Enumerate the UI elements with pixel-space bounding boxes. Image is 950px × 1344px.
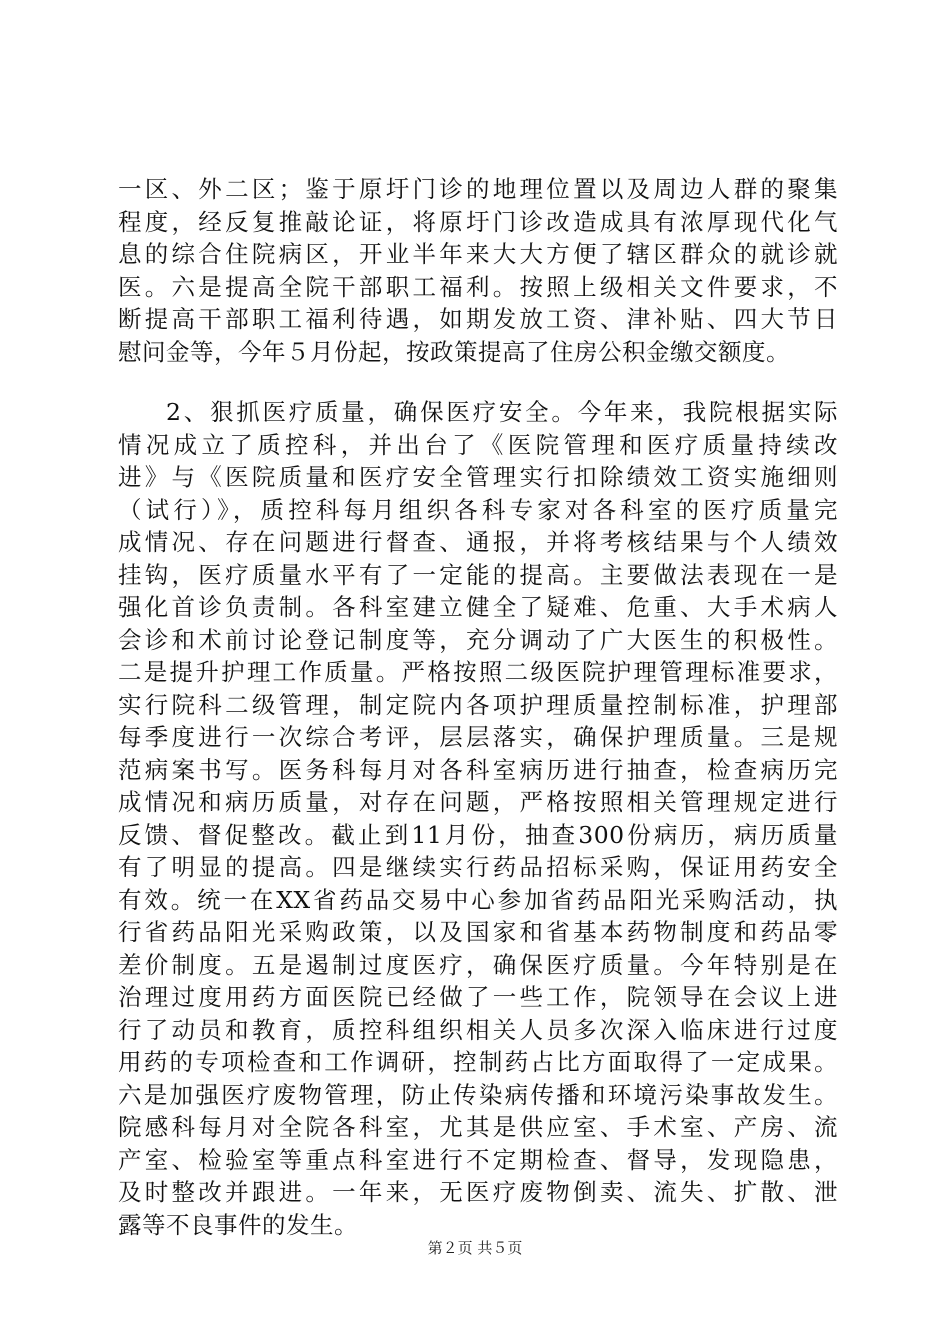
paragraph-line: 情况成立了质控科，并出台了《医院管理和医疗质量持续改 [118, 430, 838, 459]
paragraph-line: 六是加强医疗废物管理，防止传染病传播和环境污染事故发生。 [118, 1080, 838, 1109]
paragraph-line: 有效。统一在XX省药品交易中心参加省药品阳光采购活动，执 [118, 885, 838, 914]
paragraph-line: 息的综合住院病区，开业半年来大大方便了辖区群众的就诊就 [118, 240, 838, 268]
paragraph-line: 行了动员和教育，质控科组织相关人员多次深入临床进行过度 [118, 1015, 838, 1044]
paragraph-line: 有了明显的提高。四是继续实行药品招标采购，保证用药安全 [118, 853, 838, 881]
paragraph-line: 进》与《医院质量和医疗安全管理实行扣除绩效工资实施细则 [118, 463, 838, 491]
paragraph-line: 程度，经反复推敲论证，将原圩门诊改造成具有浓厚现代化气 [118, 207, 838, 236]
paragraph-line: 范病案书写。医务科每月对各科室病历进行抽查，检查病历完 [118, 755, 838, 784]
paragraph-line: 二是提升护理工作质量。严格按照二级医院护理管理标准要求， [118, 658, 838, 686]
paragraph-line: 会诊和术前讨论登记制度等，充分调动了广大医生的积极性。 [118, 625, 838, 654]
paragraph-line: 每季度进行一次综合考评，层层落实，确保护理质量。三是规 [118, 723, 838, 751]
paragraph-line: 成情况、存在问题进行督查、通报，并将考核结果与个人绩效 [118, 528, 838, 556]
paragraph-line: 行省药品阳光采购政策，以及国家和省基本药物制度和药品零 [118, 918, 838, 946]
paragraph-hospital-improvements [118, 173, 838, 368]
paragraph-line: （试行）》，质控科每月组织各科专家对各科室的医疗质量完 [118, 495, 838, 524]
paragraph-line: 产室、检验室等重点科室进行不定期检查、督导，发现隐患， [118, 1145, 838, 1174]
paragraph-line: 差价制度。五是遏制过度医疗，确保医疗质量。今年特别是在 [118, 950, 838, 979]
paragraph-line: 慰问金等，今年５月份起，按政策提高了住房公积金缴交额度。 [118, 337, 790, 366]
paragraph-line: 2、狠抓医疗质量，确保医疗安全。今年来，我院根据实际 [166, 398, 838, 426]
paragraph-line: 挂钩，医疗质量水平有了一定能的提高。主要做法表现在一是 [118, 560, 838, 589]
paragraph-line: 及时整改并跟进。一年来，无医疗废物倒卖、流失、扩散、泄 [118, 1178, 838, 1206]
paragraph-line: 断提高干部职工福利待遇，如期发放工资、津补贴、四大节日 [118, 305, 838, 333]
page-number: 第２页 共５页 [427, 1239, 523, 1257]
paragraph-line: 成情况和病历质量，对存在问题，严格按照相关管理规定进行 [118, 788, 838, 816]
paragraph-line: 强化首诊负责制。各科室建立健全了疑难、危重、大手术病人 [118, 593, 838, 621]
paragraph-line: 院感科每月对全院各科室，尤其是供应室、手术室、产房、流 [118, 1113, 838, 1141]
paragraph-line: 治理过度用药方面医院已经做了一些工作，院领导在会议上进 [118, 983, 838, 1011]
paragraph-line: 医。六是提高全院干部职工福利。按照上级相关文件要求，不 [118, 272, 838, 301]
paragraph-line: 露等不良事件的发生。 [118, 1210, 358, 1239]
paragraph-line: 反馈、督促整改。截止到11月份，抽查300份病历，病历质量 [118, 820, 838, 849]
paragraph-line: 实行院科二级管理，制定院内各项护理质量控制标准，护理部 [118, 690, 838, 719]
paragraph-line: 一区、外二区；鉴于原圩门诊的地理位置以及周边人群的聚集 [118, 175, 838, 203]
paragraph-medical-quality [118, 396, 838, 1241]
paragraph-line: 用药的专项检查和工作调研，控制药占比方面取得了一定成果。 [118, 1048, 838, 1076]
